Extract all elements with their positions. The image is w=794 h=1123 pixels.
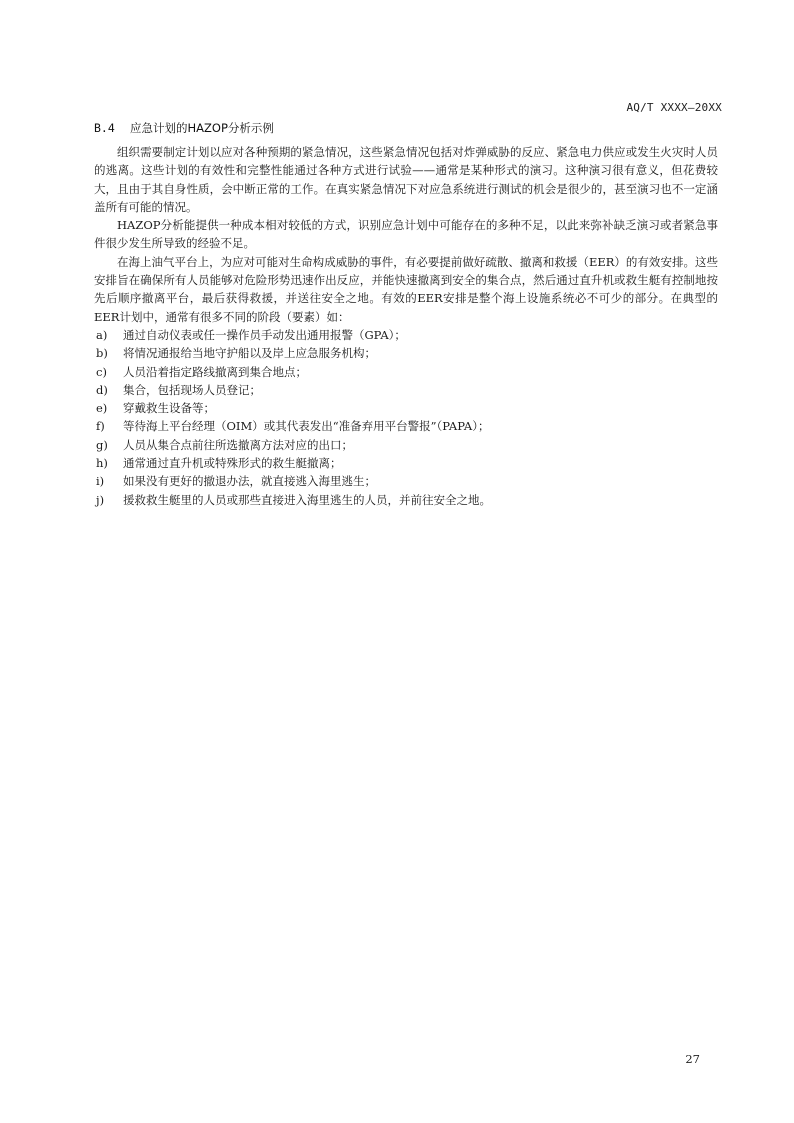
- list-item-label: j): [96, 492, 105, 507]
- list-item-text: 等待海上平台经理（OIM）或其代表发出“准备弃用平台警报”（PAPA）；: [123, 419, 490, 434]
- list-item-label: a): [96, 327, 108, 342]
- eer-stage-list: [94, 326, 718, 509]
- list-item: [94, 436, 718, 454]
- paragraph-eer: 在海上油气平台上，为应对可能对生命构成威胁的事件，有必要提前做好疏散、撤离和救援（EER）的有效安排。这些安排旨在确保所有人员能够对危险形势迅速作出反应，并能快速撤离到安全的集合点，然后通过直升机或救生艇有控制地按先后顺序撤离平台，最后获得救援，并送往安全之地。有效的EER安排是整个海上设施系统必不可少的部分。在典型的EER计划中，通常有很多不同的阶段（要素）如：: [94, 254, 718, 324]
- list-item-label: c): [96, 364, 107, 379]
- list-item-text: 通过自动仪表或任一操作员手动发出通用报警（GPA）；: [123, 327, 406, 342]
- list-item-text: 援救救生艇里的人员或那些直接进入海里逃生的人员，并前往安全之地。: [123, 492, 491, 507]
- standard-code: AQ/T XXXX—20XX: [626, 101, 722, 114]
- paragraph-intro: 组织需要制定计划以应对各种预期的紧急情况，这些紧急情况包括对炸弹威胁的反应、紧急电力供应或发生火灾时人员的逃离。这些计划的有效性和完整性能通过各种方式进行试验——通常是某种形式的演习。这种演习很有意义，但花费较大，且由于其自身性质，会中断正常的工作。在真实紧急情况下对应急系统进行测试的机会是很少的，甚至演习也不一定涵盖所有可能的情况。: [94, 145, 718, 214]
- paragraph-hazop-benefit: HAZOP分析能提供一种成本相对较低的方式，识别应急计划中可能存在的多种不足，以此来弥补缺乏演习或者紧急事件很少发生所导致的经验不足。: [94, 218, 718, 251]
- list-item-text: 穿戴救生设备等；: [123, 401, 215, 416]
- list-item-text: 人员从集合点前往所选撤离方法对应的出口；: [123, 437, 353, 452]
- list-item-label: i): [96, 474, 105, 489]
- list-item-text: 将情况通报给当地守护船以及岸上应急服务机构；: [123, 346, 376, 361]
- list-item: [94, 381, 718, 399]
- list-item: [94, 491, 718, 509]
- list-item: [94, 417, 718, 435]
- list-item-label: e): [96, 401, 108, 416]
- list-item: [94, 344, 718, 362]
- list-item: [94, 454, 718, 472]
- list-item-label: f): [96, 419, 105, 434]
- list-item: [94, 399, 718, 417]
- list-item-text: 人员沿着指定路线撤离到集合地点；: [123, 364, 307, 379]
- list-item-text: 集合，包括现场人员登记；: [123, 382, 261, 397]
- section-number: B.4: [94, 121, 115, 135]
- list-item: [94, 363, 718, 381]
- list-item-label: h): [96, 456, 108, 471]
- section-heading: [94, 120, 274, 136]
- list-item-label: g): [96, 437, 108, 452]
- page-number: 27: [685, 1052, 700, 1066]
- list-item: [94, 472, 718, 490]
- list-item-text: 如果没有更好的撤退办法，就直接逃入海里逃生；: [123, 474, 376, 489]
- section-title: 应急计划的HAZOP分析示例: [130, 121, 274, 135]
- list-item-label: b): [96, 346, 108, 361]
- section-body: [94, 143, 718, 509]
- list-item-label: d): [96, 382, 108, 397]
- list-item: [94, 326, 718, 344]
- list-item-text: 通常通过直升机或特殊形式的救生艇撤离；: [123, 456, 342, 471]
